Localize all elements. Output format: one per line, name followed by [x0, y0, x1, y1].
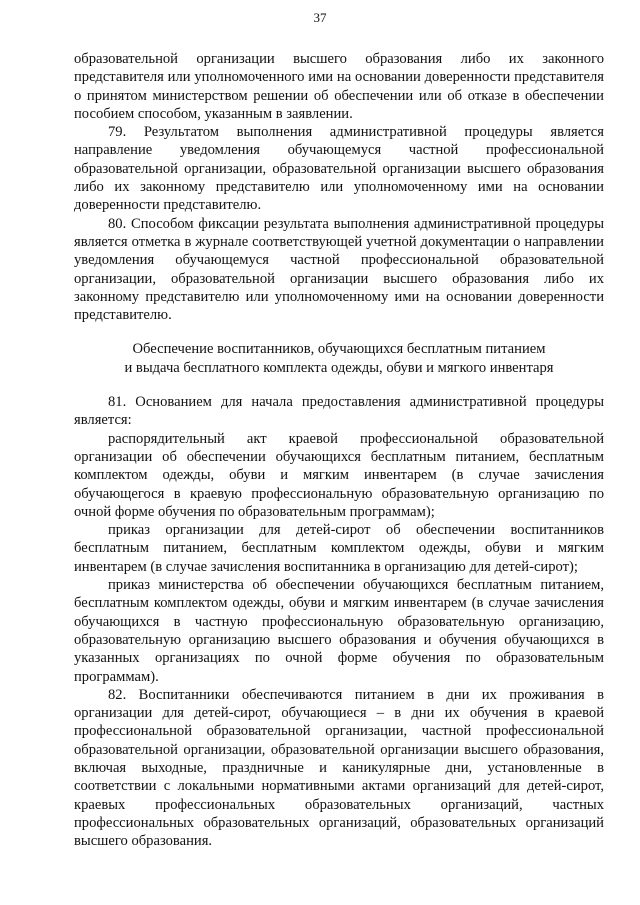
paragraph-continuation: образовательной организации высшего образования либо их законного представителя или уполномоченного ими на основании доверенности представителя о принятом министерством решении об обеспечении или об отказе в обеспечении пособием способом, указанным в заявлении. [74, 51, 604, 122]
section-heading-line-1: Обеспечение воспитанников, обучающихся бесплатным питанием [132, 341, 546, 358]
paragraph-81-item-2: приказ организации для детей-сирот об обеспечении воспитанников бесплатным питанием, бесплатным комплектом одежды, обуви и мягким инвентарем (в случае зачисления воспитанника в организацию для детей-сирот); [74, 522, 604, 575]
paragraph-79: 79. Результатом выполнения административной процедуры является направление уведомления обучающемуся частной профессиональной образовательной организации, образовательной организации высшего образования либо их законному представителю или уполномоченному ими на основании доверенности представителю. [74, 124, 604, 214]
paragraph-82: 82. Воспитанники обеспечиваются питанием в дни их проживания в организации для детей-сирот, обучающиеся – в дни их обучения в краевой профессиональной образовательной организации, частной профессиональной образовательной организации, образовательной организации высшего образования, включая выходные, праздничные и каникулярные дни, установленные в соответствии с локальными нормативными актами организаций для детей-сирот, краевых профессиональных образовательных организаций, частных профессиональных образовательных организаций, образовательных организаций высшего образования. [74, 686, 604, 850]
paragraph-81-item-1: распорядительный акт краевой профессиональной образовательной организации об обеспечении обучающихся бесплатным питанием, бесплатным комплектом одежды, обуви и мягким инвентарем (в случае зачисления обучающегося в краевую профессиональную образовательную организацию по очной форме обучения по образовательным программам); [74, 430, 604, 520]
section-heading [74, 340, 604, 377]
section-heading-line-2: и выдача бесплатного комплекта одежды, обуви и мягкого инвентаря [124, 359, 554, 376]
page-number: 37 [313, 10, 327, 25]
paragraph-81: 81. Основанием для начала предоставления административной процедуры является: [74, 394, 604, 429]
document-body [74, 50, 604, 850]
paragraph-80: 80. Способом фиксации результата выполнения административной процедуры является отметка в журнале соответствующей учетной документации о направлении уведомления обучающемуся частной профессиональной образовательной организации, образовательной организации высшего образования либо их законному представителю или уполномоченному ими на основании доверенности представителю. [74, 215, 604, 324]
paragraph-81-item-3: приказ министерства об обеспечении обучающихся бесплатным питанием, бесплатным комплектом одежды, обуви и мягким инвентарем (в случае зачисления обучающихся в частную профессиональную образовательную организацию, образовательную организацию высшего образования и обучения обучающихся в указанных организациях по очной форме обучения по образовательным программам). [74, 577, 604, 685]
